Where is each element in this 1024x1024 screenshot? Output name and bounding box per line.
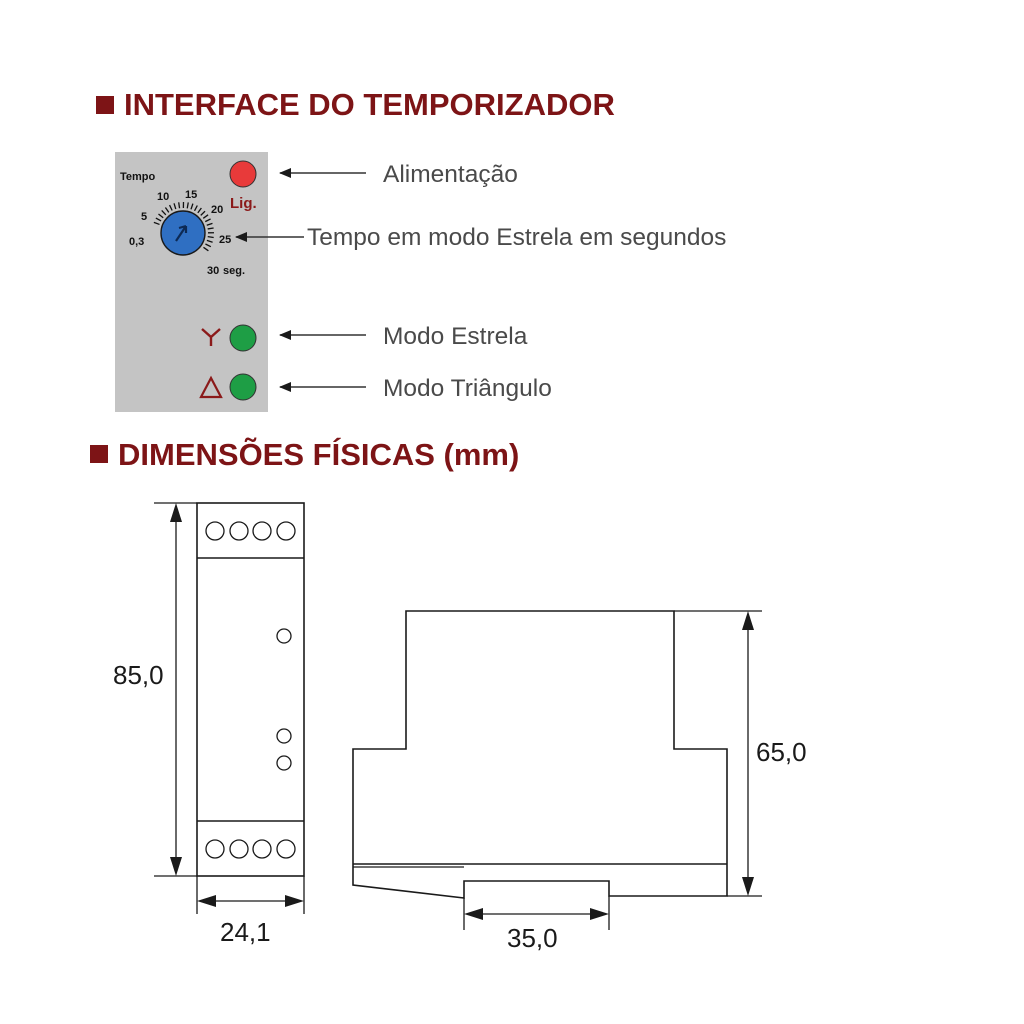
- delta-callout: Modo Triângulo: [383, 375, 552, 402]
- depth-value: 65,0: [756, 737, 807, 767]
- dial-value: 30: [207, 265, 220, 277]
- tempo-label: Tempo: [120, 171, 156, 183]
- dial-value: 25: [219, 234, 232, 246]
- indicator-hole: [277, 629, 291, 643]
- terminal-screw-icon: [277, 840, 295, 858]
- lig-label: Lig.: [230, 195, 257, 212]
- power-led: [230, 161, 256, 187]
- dial-value: 20: [211, 204, 224, 216]
- terminal-screw-icon: [206, 840, 224, 858]
- bottom-terminals: [206, 840, 295, 858]
- dial-value: 10: [157, 191, 170, 203]
- dial-value: 15: [185, 189, 198, 201]
- rail-value: 35,0: [507, 923, 558, 953]
- dial-tick: [179, 202, 180, 208]
- dial-value: 0,3: [129, 236, 145, 248]
- width-value: 24,1: [220, 917, 271, 947]
- dimensions-heading: DIMENSÕES FÍSICAS (mm): [118, 437, 520, 472]
- terminal-screw-icon: [230, 840, 248, 858]
- arrow-right-icon: [285, 895, 304, 907]
- interface-heading: INTERFACE DO TEMPORIZADOR: [124, 87, 615, 122]
- side-view-outline: [353, 611, 727, 898]
- delta-mode-led: [230, 374, 256, 400]
- seg-label: seg.: [223, 265, 246, 277]
- terminal-screw-icon: [230, 522, 248, 540]
- indicator-hole: [277, 729, 291, 743]
- terminal-screw-icon: [206, 522, 224, 540]
- arrow-up-icon: [742, 611, 754, 630]
- dial-value: 5: [141, 211, 148, 223]
- indicator-hole: [277, 756, 291, 770]
- power-callout: Alimentação: [383, 161, 518, 188]
- time-callout: Tempo em modo Estrela em segundos: [307, 224, 727, 251]
- terminal-screw-icon: [277, 522, 295, 540]
- top-terminals: [206, 522, 295, 540]
- front-view-drawing: [113, 503, 304, 947]
- timer-front-panel: [115, 152, 268, 412]
- time-knob[interactable]: [161, 211, 205, 255]
- terminal-screw-icon: [253, 522, 271, 540]
- heading-bullet-icon: [90, 445, 108, 463]
- star-callout: Modo Estrela: [383, 323, 528, 350]
- arrow-left-icon: [464, 908, 483, 920]
- terminal-screw-icon: [253, 840, 271, 858]
- heading-bullet-icon: [96, 96, 114, 114]
- front-view-outline: [197, 503, 304, 876]
- star-mode-led: [230, 325, 256, 351]
- arrow-down-icon: [170, 857, 182, 876]
- height-value: 85,0: [113, 660, 164, 690]
- arrow-left-icon: [197, 895, 216, 907]
- dial-tick: [208, 237, 214, 238]
- side-view-drawing: [353, 611, 807, 953]
- arrow-down-icon: [742, 877, 754, 896]
- arrow-up-icon: [170, 503, 182, 522]
- arrow-right-icon: [590, 908, 609, 920]
